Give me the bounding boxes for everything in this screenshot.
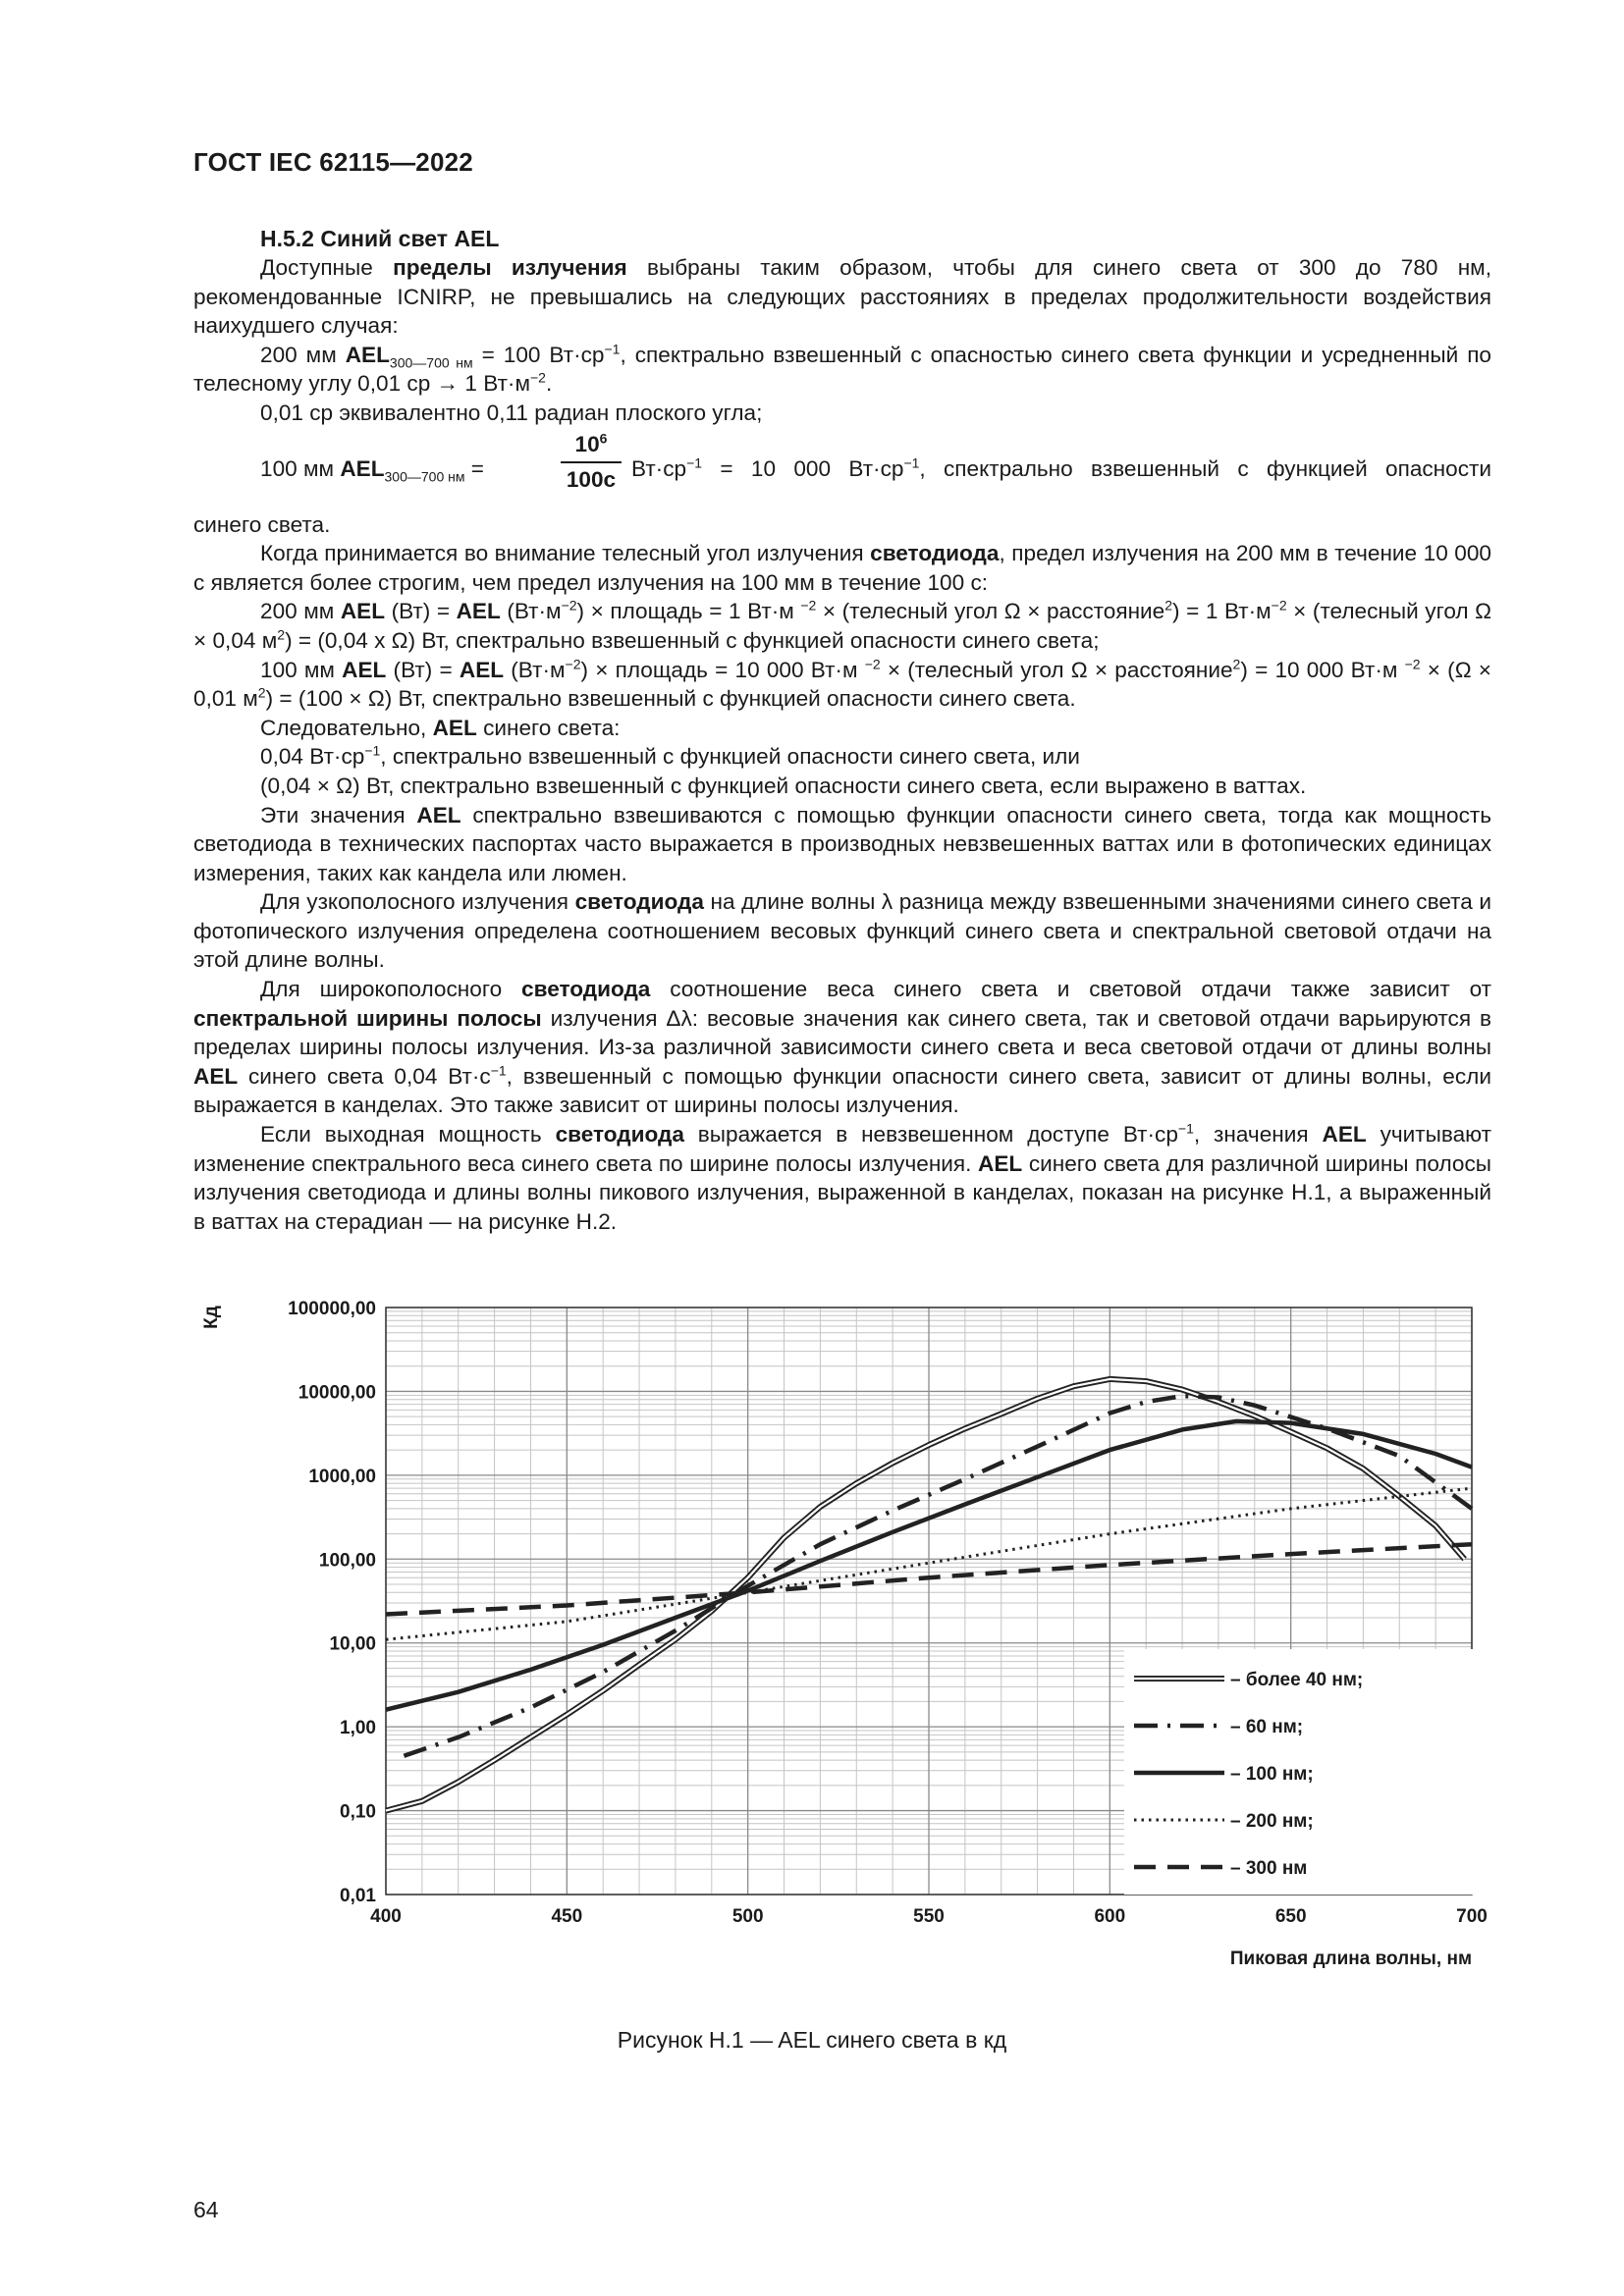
- paragraph: Доступные пределы излучения выбраны таким образом, чтобы для синего света от 300 до 780 нм, рекомендованные ICNIRP, не превышались на следующих расстояниях в пределах продолжительности воздействия наихудшего случая:: [193, 255, 1491, 339]
- y-tick-label: 0,10: [340, 1801, 376, 1823]
- figure-caption: Рисунок H.1 — AEL синего света в кд: [617, 2027, 1007, 2053]
- y-tick-label: 1000,00: [308, 1466, 376, 1487]
- x-tick-label: 400: [370, 1906, 402, 1927]
- y-tick-label: 1,00: [340, 1718, 376, 1739]
- page-number: 64: [193, 2197, 219, 2222]
- paragraph: 200 мм AEL (Вт) = AEL $(Вт\cdot м^{-2})$ × площадь = 1 Вт·м $^{-2}$ × (телесный угол Ω × расстояние$^2$) = 1 $Вт\cdot м^{-2}$ × (телесный угол Ω × 0,04 $м^2) = (0,04$ х Ω) Вт, спектрально взвешенный с функцией опасности синего света;: [193, 597, 1491, 653]
- paragraph: (0,04 × Ω) Вт, спектрально взвешенный с функцией опасности синего света, если выражено в ваттах.: [260, 773, 1307, 798]
- y-tick-label: 0,01: [340, 1886, 376, 1906]
- fraction: $10^6$ 100c: [561, 428, 622, 497]
- paragraph: Следовательно, AEL синего света:: [260, 715, 621, 740]
- paragraph: 0,01 ср эквивалентно 0,11 радиан плоского угла;: [260, 400, 763, 425]
- y-tick-label: 10000,00: [298, 1382, 376, 1404]
- x-axis-label: Пиковая длина волны, нм: [1229, 1949, 1472, 1969]
- formula-row: 100 мм $AEL_{300—700 нм}$ = $10^6$ 100c $Вт\cdot ср^{-1} = 10$ 000 $Вт\cdot ср^{-1}$, спектрально взвешенный с функцией опасности: [193, 428, 1491, 510]
- body-text: [193, 253, 1491, 1236]
- paragraph: 100 мм AEL (Вт) = AEL $(Вт\cdot м^{-2})$ × площадь = 10 000 Вт·м $^{-2}$ × (телесный угол Ω × расстояние$^2$) = 10 000 Вт·м $^{-2}$ × (Ω × 0,01 $м^2) = (100 \times \Omega)$ Вт, спектрально взвешенный с функцией опасности синего света.: [193, 656, 1491, 712]
- x-tick-label: 700: [1456, 1906, 1488, 1927]
- legend-label: – более 40 нм;: [1230, 1670, 1364, 1690]
- paragraph: синего света.: [193, 511, 331, 537]
- paragraph: Для узкополосного излучения светодиода на длине волны λ разница между взвешенными значениями синего света и фотопического излучения определена соотношением весовых функций синего света и спектральной световой отдачи на этой длине волны.: [193, 889, 1491, 973]
- legend-label: – 200 нм;: [1230, 1811, 1314, 1832]
- document-header: ГОСТ IEC 62115—2022: [193, 147, 473, 177]
- legend-label: – 100 нм;: [1230, 1764, 1314, 1785]
- paragraph: Эти значения AEL спектрально взвешиваются с помощью функции опасности синего света, тогда как мощность светодиода в технических паспортах часто выражается в производных невзвешенных ваттах или в фотопических единицах измерения, таких как кандела или люмен.: [193, 802, 1491, 885]
- chart-svg: [191, 1276, 1507, 1983]
- section-title: H.5.2 Синий свет AEL: [260, 226, 500, 251]
- y-tick-label: 100000,00: [288, 1299, 376, 1319]
- y-tick-label: 10,00: [329, 1633, 376, 1655]
- x-tick-label: 550: [913, 1906, 945, 1927]
- paragraph: Когда принимается во внимание телесный угол излучения светодиода, предел излучения на 200 мм в течение 10 000 с является более строгим, чем предел излучения на 100 мм в течение 100 с:: [193, 541, 1492, 595]
- y-tick-label: 100,00: [318, 1550, 376, 1572]
- legend-label: – 300 нм: [1230, 1858, 1308, 1879]
- legend-label: – 60 нм;: [1230, 1717, 1304, 1737]
- paragraph: Для широкополосного светодиода соотношение веса синего света и световой отдачи также зависит от спектральной ширины полосы излучения Δλ: весовые значения как синего света, так и световой отдачи варьируются в пределах ширины полосы излучения. Из-за различной зависимости синего света и веса световой отдачи от длины волны AEL синего света 0,04 $Вт\cdot с^{-1}$, взвешенный с помощью функции опасности синего света, зависит от длины волны, если выражается в канделах. Это также зависит от ширины полосы излучения.: [193, 977, 1491, 1118]
- paragraph: 200 мм $AEL_{300—700 нм} = 100$ $Вт\cdot ср^{-1}$, спектрально взвешенный с опасностью синего света функции и усредненный по телесному углу 0,01 ср → 1 $Вт\cdot м^{-2}$.: [193, 341, 1491, 397]
- paragraph: Если выходная мощность светодиода выражается в невзвешенном доступе $Вт\cdot ср^{-1}$, значения AEL учитывают изменение спектрального веса синего света по ширине полосы излучения. AEL синего света для различной ширины полосы излучения светодиода и длины волны пикового излучения, выраженной в канделах, показан на рисунке H.1, а выраженный в ваттах на стерадиан — на рисунке H.2.: [193, 1120, 1491, 1234]
- figure-chart: [191, 1276, 1507, 1983]
- x-tick-label: 500: [731, 1906, 764, 1927]
- x-tick-label: 600: [1094, 1906, 1126, 1927]
- x-tick-label: 450: [551, 1906, 583, 1927]
- paragraph: 0,04 $Вт\cdot ср^{-1}$, спектрально взвешенный с функцией опасности синего света, или: [260, 742, 1080, 770]
- y-axis-label: Кд: [201, 1306, 222, 1329]
- x-tick-label: 650: [1274, 1906, 1307, 1927]
